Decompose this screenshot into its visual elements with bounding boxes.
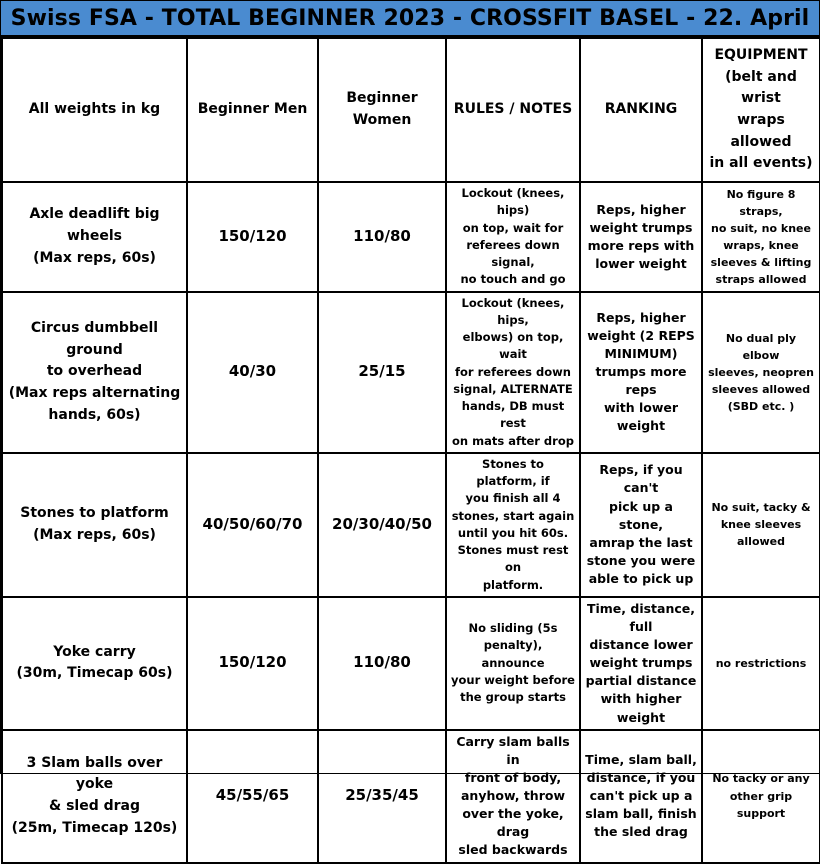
event-name: Stones to platform (Max reps, 60s)	[20, 505, 169, 543]
women-weight: 25/15	[358, 362, 406, 381]
header-row	[2, 38, 820, 182]
women-weight: 20/30/40/50	[332, 515, 432, 533]
equipment-cell	[702, 292, 820, 453]
equipment-cell	[702, 597, 820, 730]
event-name: Axle deadlift big wheels (Max reps, 60s)	[29, 206, 160, 266]
event-name-cell	[2, 453, 187, 597]
rules-text: Lockout (knees, hips, elbows) on top, wait for referees down signal, ALTERNATE hands, DB must rest on mats after drop	[452, 295, 574, 448]
men-weight-cell	[187, 292, 318, 453]
event-name: 3 Slam balls over yoke & sled drag (25m, Timecap 120s)	[11, 754, 178, 836]
rules-cell	[446, 597, 580, 730]
page-title: Swiss FSA - TOTAL BEGINNER 2023 - CROSSFIT BASEL - 22. April	[10, 5, 810, 31]
ranking-text: Time, slam ball, distance, if you can't pick up a slam ball, finish the sled drag	[585, 751, 697, 840]
men-weight: 150/120	[218, 227, 287, 245]
women-weight-cell	[318, 292, 446, 453]
event-name-cell	[2, 730, 187, 863]
equipment-text: No tacky or any other grip support	[712, 772, 810, 820]
table-row	[2, 182, 820, 292]
event-name: Circus dumbbell ground to overhead (Max reps alternating hands, 60s)	[8, 319, 181, 423]
men-weight: 45/55/65	[215, 786, 290, 805]
men-weight: 40/30	[228, 362, 277, 381]
men-weight-cell	[187, 597, 318, 730]
header-weights-label: All weights in kg	[28, 101, 161, 118]
header-men-label: Beginner Men	[197, 101, 308, 118]
event-name-cell	[2, 292, 187, 453]
women-weight-cell	[318, 730, 446, 863]
men-weight-cell	[187, 182, 318, 292]
ranking-cell	[580, 292, 702, 453]
women-weight-cell	[318, 597, 446, 730]
ranking-cell	[580, 730, 702, 863]
ranking-cell	[580, 453, 702, 597]
header-men	[187, 38, 318, 182]
equipment-cell	[702, 730, 820, 863]
event-name-cell	[2, 597, 187, 730]
men-weight: 150/120	[218, 653, 287, 672]
rules-cell	[446, 292, 580, 453]
women-weight-cell	[318, 182, 446, 292]
rules-cell	[446, 182, 580, 292]
women-weight: 25/35/45	[345, 786, 419, 805]
ranking-text: Reps, higher weight (2 REPS MINIMUM) trumps more reps with lower weight	[587, 309, 695, 434]
header-rules	[446, 38, 580, 182]
header-equipment	[702, 38, 820, 182]
header-ranking-label: RANKING	[604, 101, 678, 118]
men-weight-cell	[187, 453, 318, 597]
event-name: Yoke carry (30m, Timecap 60s)	[16, 643, 173, 682]
header-women-label: Beginner Women	[346, 90, 418, 128]
header-women	[318, 38, 446, 182]
equipment-text: No suit, tacky & knee sleeves allowed	[711, 501, 811, 549]
rules-text: Stones to platform, if you finish all 4 stones, start again until you hit 60s. Stones must rest on platform.	[451, 456, 575, 592]
equipment-cell	[702, 453, 820, 597]
events-table	[1, 37, 820, 864]
men-weight: 40/50/60/70	[202, 515, 303, 533]
equipment-cell	[702, 182, 820, 292]
women-weight: 110/80	[353, 227, 411, 245]
men-weight-cell	[187, 730, 318, 863]
equipment-text: no restrictions	[715, 656, 807, 670]
header-equipment-label: EQUIPMENT (belt and wrist wraps allowed in all events)	[709, 46, 813, 172]
equipment-text: No figure 8 straps, no suit, no knee wraps, knee sleeves & lifting straps allowed	[710, 187, 812, 286]
ranking-text: Time, distance, full distance lower weight trumps partial distance with higher weight	[585, 600, 697, 725]
rules-text: No sliding (5s penalty), announce your weight before the group starts	[451, 621, 575, 705]
header-ranking	[580, 38, 702, 182]
ranking-text: Reps, if you can't pick up a stone, amrap the last stone you were able to pick up	[586, 462, 696, 587]
ranking-cell	[580, 182, 702, 292]
rules-cell	[446, 730, 580, 863]
ranking-text: Reps, higher weight trumps more reps with lower weight	[587, 201, 695, 271]
equipment-text: No dual ply elbow sleeves, neopren sleeves allowed (SBD etc. )	[708, 331, 814, 413]
rules-text: Carry slam balls in front of body, anyhow, throw over the yoke, drag sled backwards	[456, 733, 570, 858]
title-bar	[1, 1, 819, 37]
ranking-cell	[580, 597, 702, 730]
women-weight: 110/80	[353, 653, 411, 672]
table-row	[2, 730, 820, 863]
event-name-cell	[2, 182, 187, 292]
table-row	[2, 597, 820, 730]
table-row	[2, 292, 820, 453]
header-rules-label: RULES / NOTES	[453, 101, 573, 118]
header-weights	[2, 38, 187, 182]
rules-text: Lockout (knees, hips) on top, wait for referees down signal, no touch and go	[460, 186, 566, 287]
rules-cell	[446, 453, 580, 597]
women-weight-cell	[318, 453, 446, 597]
table-row	[2, 453, 820, 597]
